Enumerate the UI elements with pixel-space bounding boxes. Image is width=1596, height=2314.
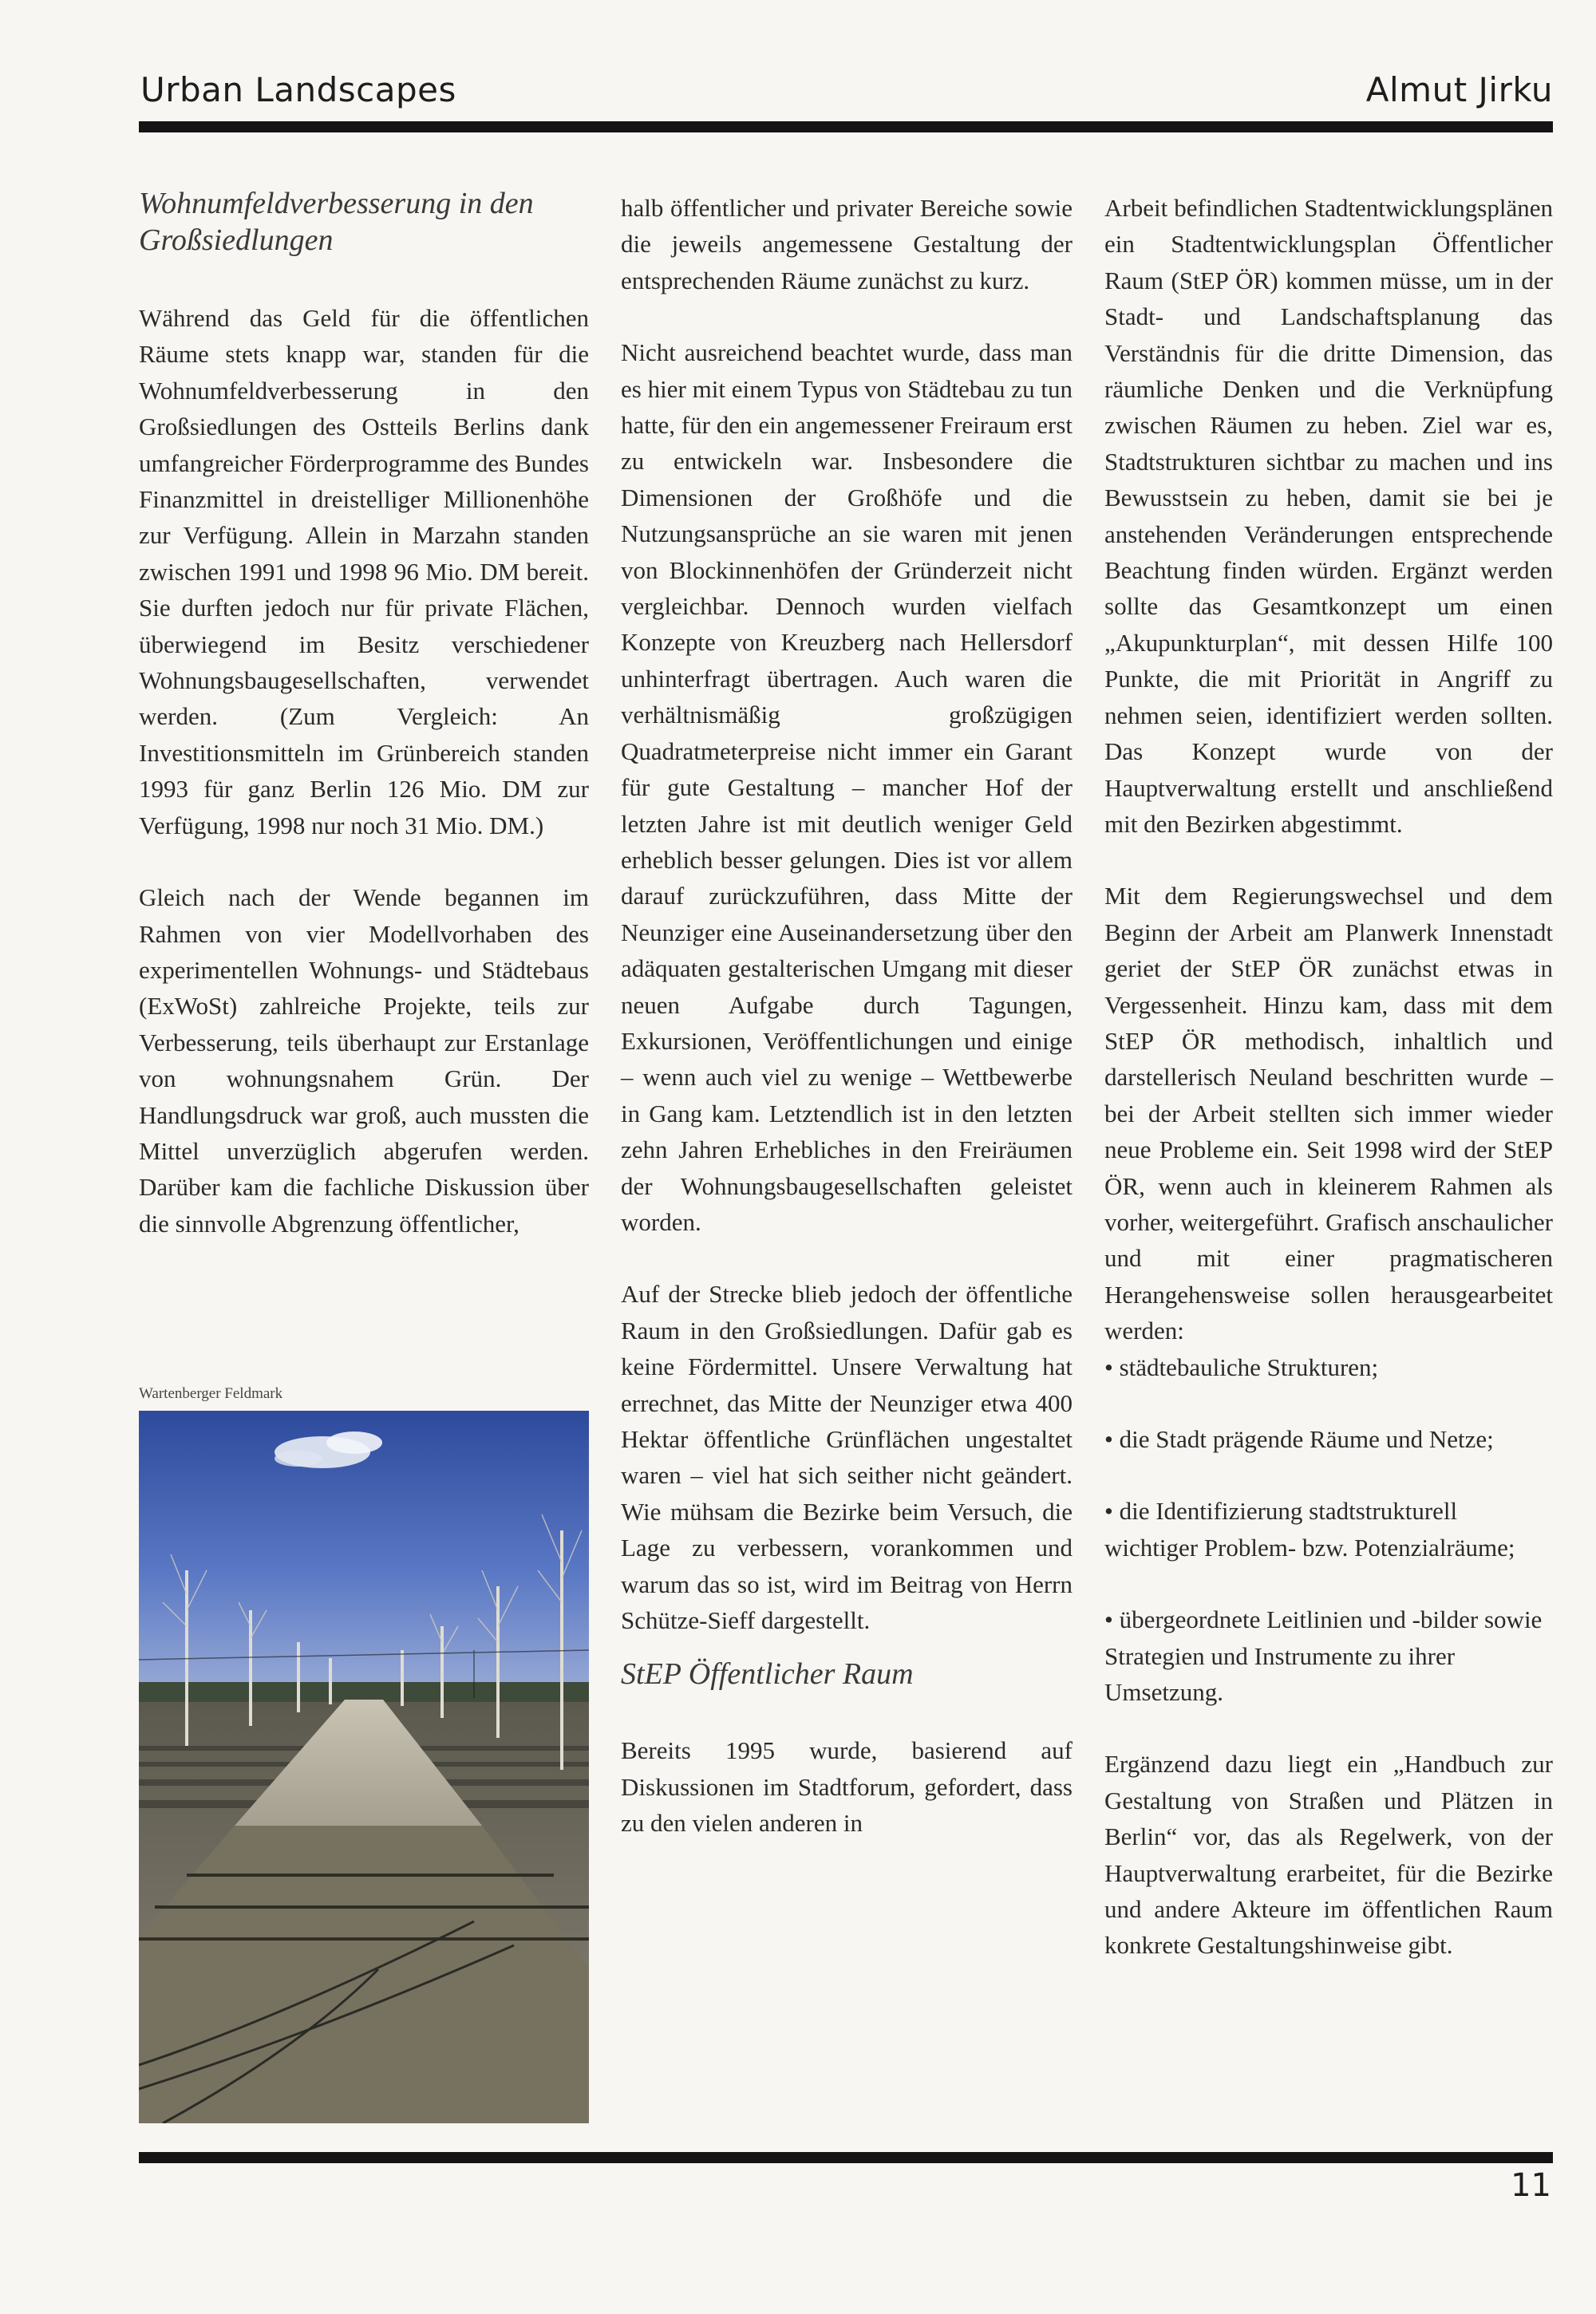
column-2 <box>621 190 1073 1878</box>
paragraph: Ergänzend dazu liegt ein „Handbuch zur Gestaltung von Straßen und Plätzen in Berlin“ vor, das als Regelwerk, von der Hauptverwaltung erarbeitet, für die Bezirke und andere Akteure im öffentlichen Raum konkrete Gestaltungshinweise gibt. <box>1104 1750 1553 1960</box>
list-item: • übergeordnete Leitlinien und -bilder sowie Strategien und Instrumente zu ihrer Umsetzung. <box>1104 1605 1543 1707</box>
section-heading-step: StEP Öffentlicher Raum <box>621 1657 914 1692</box>
paragraph: Gleich nach der Wende begannen im Rahmen von vier Modellvorhaben des experimentellen Wohnungs- und Städtebaus (ExWoSt) zahlreiche Projekte, teils zur Verbesserung, teils überhaupt zur Erstanlage von wohnungsnahem Grün. Der Handlungsdruck war groß, auch mussten die Mittel unverzüglich abgerufen werden. Darüber kam die fachliche Diskussion über die sinnvolle Abgrenzung öffentlicher, <box>139 883 589 1238</box>
list-item: • die Stadt prägende Räume und Netze; <box>1104 1425 1494 1453</box>
running-title: Urban Landscapes <box>140 70 456 109</box>
landscape-photo <box>139 1411 589 2123</box>
paragraph: Nicht ausreichend beachtet wurde, dass man es hier mit einem Typus von Städtebau zu tun hatte, für den ein angemessener Freiraum erst zu entwickeln war. Insbesondere die Dimensionen der Großhöfe und die Nutzungsansprüche an sie waren mit jenen von Blockinnenhöfen der Gründerzeit nicht vergleichbar. Dennoch wurden vielfach Konzepte von Kreuzberg nach Hellersdorf unhinterfragt übertragen. Auch waren die verhältnismäßig großzügigen Quadratmeterpreise nicht immer ein Garant für gute Gestaltung – mancher Hof der letzten Jahre ist mit deutlich weniger Geld erheblich besser gelungen. Dies ist vor allem darauf zurückzuführen, dass Mitte der Neunziger eine Auseinandersetzung über den adäquaten gestalterischen Umgang mit dieser neuen Aufgabe durch Tagungen, Exkursionen, Veröffentlichungen und einige – wenn auch viel zu wenige – Wettbewerbe in Gang kam. Letztendlich ist in den letzten zehn Jahren Erhebliches in den Freiräumen der Wohnungsbaugesellschaften geleistet worden. <box>621 338 1073 1236</box>
paragraph: Während das Geld für die öffentlichen Räume stets knapp war, standen für die Wohnumfeldverbesserung in den Großsiedlungen des Ostteils Berlins dank umfangreicher Förderprogramme des Bundes Finanzmittel in dreistelliger Millionenhöhe zur Verfügung. Allein in Marzahn standen zwischen 1991 und 1998 96 Mio. DM bereit. Sie durften jedoch nur für private Flächen, überwiegend im Besitz verschiedener Wohnungsbaugesellschaften, verwendet werden. (Zum Vergleich: An Investitionsmitteln im Grünbereich standen 1993 für ganz Berlin 126 Mio. DM zur Verfügung, 1998 nur noch 31 Mio. DM.) <box>139 304 589 839</box>
page-number: 11 <box>1511 2167 1551 2204</box>
bullet-list <box>1104 1349 1553 1711</box>
paragraph: Arbeit befindlichen Stadtentwicklungsplänen ein Stadtentwicklungsplan Öffentlicher Raum (StEP ÖR) kommen müsse, um in der Stadt- und Landschaftsplanung das Verständnis für die dritte Dimension, das räumliche Denken und die Verknüpfung zwischen Räumen zu heben. Ziel war es, Stadtstrukturen sichtbar zu machen und ins Bewusstsein zu heben, damit sie bei je anstehenden Veränderungen entsprechende Beachtung finden würden. Ergänzt werden sollte das Gesamtkonzept um einen „Akupunkturplan“, mit dessen Hilfe 100 Punkte, die mit Priorität in Angriff zu nehmen seien, identifiziert werden sollten. Das Konzept wurde von der Hauptverwaltung erstellt und anschließend mit den Bezirken abgestimmt. <box>1104 194 1553 838</box>
paragraph: Auf der Strecke blieb jedoch der öffentliche Raum in den Großsiedlungen. Dafür gab es keine Fördermittel. Unsere Verwaltung hat errechnet, das Mitte der Neunziger etwa 400 Hektar öffentliche Grünflächen ungestaltet waren – viel hat sich seither nicht geändert. Wie mühsam die Bezirke beim Versuch, die Lage zu verbessern, vorankommen und warum das so ist, wird im Beitrag von Herrn Schütze-Sieff dargestellt. <box>621 1280 1073 1635</box>
list-item: • die Identifizierung stadtstrukturell wichtiger Problem- bzw. Potenzialräume; <box>1104 1497 1515 1562</box>
page-header <box>139 70 1553 118</box>
photo-caption: Wartenberger Feldmark <box>139 1385 283 1402</box>
footer-rule <box>139 2152 1553 2163</box>
paragraph: Bereits 1995 wurde, basierend auf Diskussionen im Stadtforum, gefordert, dass zu den vielen anderen in <box>621 1736 1073 1838</box>
column-1 <box>139 185 589 1277</box>
paragraph: halb öffentlicher und privater Bereiche sowie die jeweils angemessene Gestaltung der entsprechenden Räume zunächst zu kurz. <box>621 194 1073 294</box>
header-rule <box>139 121 1553 132</box>
column-3 <box>1104 190 1553 2000</box>
author-name: Almut Jirku <box>1365 70 1553 109</box>
section-heading-wohnumfeld: Wohnumfeldverbesserung in den Großsiedlungen <box>139 187 534 257</box>
paragraph: Mit dem Regierungswechsel und dem Beginn der Arbeit am Planwerk Innenstadt geriet der StEP ÖR zunächst etwas in Vergessenheit. Hinzu kam, dass mit dem StEP ÖR methodisch, inhaltlich und darstellerisch Neuland beschritten wurde – bei der Arbeit stellten sich immer wieder neue Probleme ein. Seit 1998 wird der StEP ÖR, wenn auch in kleinerem Rahmen als vorher, weitergeführt. Grafisch anschaulicher und mit einer pragmatischeren Herangehensweise sollen herausgearbeitet werden: <box>1104 882 1553 1345</box>
list-item: • städtebauliche Strukturen; <box>1104 1352 1379 1381</box>
